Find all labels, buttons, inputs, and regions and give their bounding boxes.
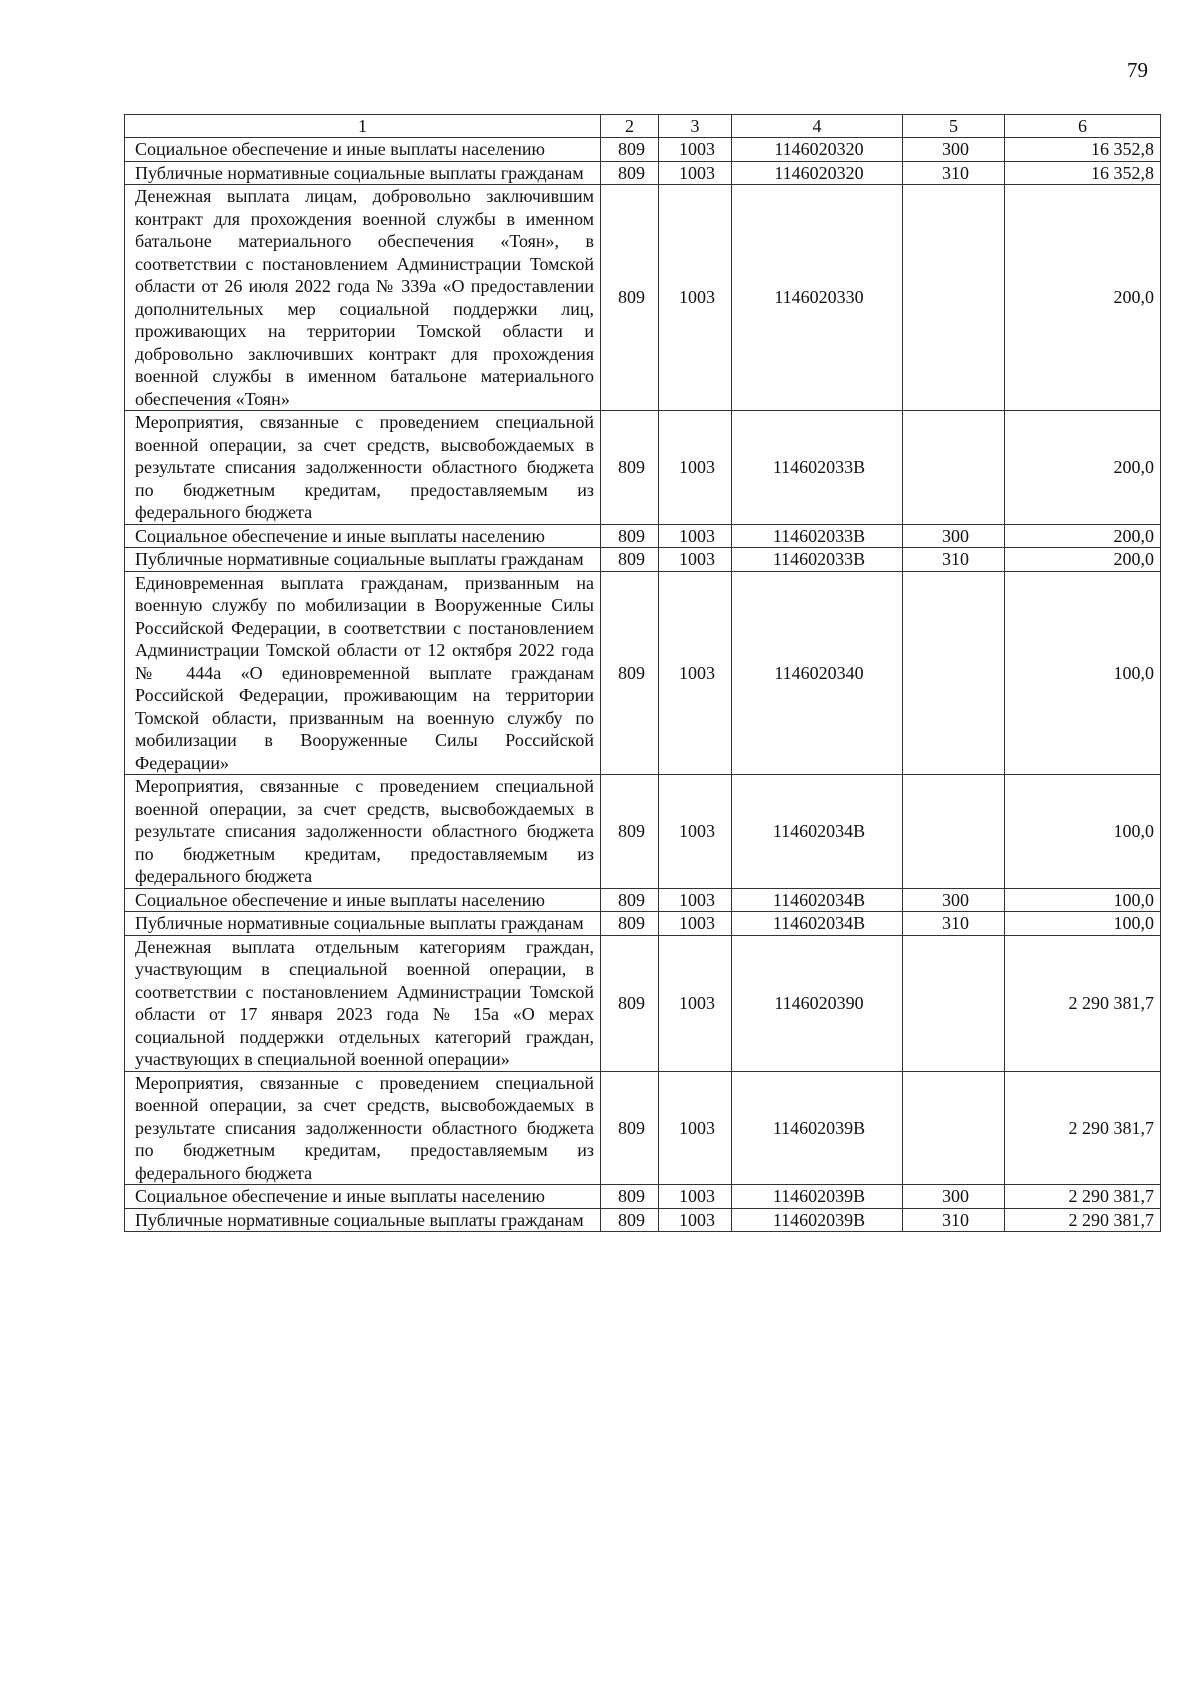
row-vr [903,185,1005,411]
table-header [125,115,1161,138]
row-vr [903,1071,1005,1185]
row-razdel: 1003 [659,185,732,411]
row-ved: 809 [601,411,659,525]
row-ved: 809 [601,524,659,548]
row-vr [903,775,1005,889]
row-vr: 310 [903,912,1005,936]
row-sum: 200,0 [1005,548,1161,572]
row-sum: 2 290 381,7 [1005,1208,1161,1232]
row-ved: 809 [601,912,659,936]
table-row [125,548,1161,572]
row-sum: 200,0 [1005,524,1161,548]
row-name: Мероприятия, связанные с проведением специальной военной операции, за счет средств, высвобождаемых в результате списания задолженности областного бюджета по бюджетным кредитам, предоставляемым из федерального бюджета [125,1071,601,1185]
row-vr: 300 [903,138,1005,162]
table-row [125,524,1161,548]
row-sum: 2 290 381,7 [1005,1071,1161,1185]
row-vr: 300 [903,888,1005,912]
row-csr: 114602039В [732,1185,903,1209]
table-row [125,1185,1161,1209]
row-razdel: 1003 [659,571,732,775]
row-razdel: 1003 [659,1208,732,1232]
row-ved: 809 [601,571,659,775]
row-csr: 1146020320 [732,161,903,185]
row-csr: 114602033В [732,411,903,525]
row-ved: 809 [601,1071,659,1185]
row-ved: 809 [601,185,659,411]
row-name: Публичные нормативные социальные выплаты гражданам [125,548,601,572]
row-sum: 100,0 [1005,912,1161,936]
row-sum: 200,0 [1005,411,1161,525]
row-csr: 1146020330 [732,185,903,411]
row-name: Денежная выплата отдельным категориям граждан, участвующим в специальной военной операции, в соответствии с постановлением Администрации Томской области от 17 января 2023 года № 15а «О мерах социальной поддержки отдельных категорий граждан, участвующих в специальной военной операции» [125,935,601,1071]
row-ved: 809 [601,1185,659,1209]
row-razdel: 1003 [659,138,732,162]
row-name: Социальное обеспечение и иные выплаты населению [125,138,601,162]
row-ved: 809 [601,1208,659,1232]
row-razdel: 1003 [659,912,732,936]
row-razdel: 1003 [659,161,732,185]
table-row [125,888,1161,912]
row-name: Социальное обеспечение и иные выплаты населению [125,1185,601,1209]
row-csr: 114602039В [732,1071,903,1185]
row-razdel: 1003 [659,1185,732,1209]
table-row [125,571,1161,775]
table-row [125,185,1161,411]
row-csr: 114602033В [732,548,903,572]
table-row [125,935,1161,1071]
row-name: Мероприятия, связанные с проведением специальной военной операции, за счет средств, высвобождаемых в результате списания задолженности областного бюджета по бюджетным кредитам, предоставляемым из федерального бюджета [125,411,601,525]
row-razdel: 1003 [659,935,732,1071]
row-sum: 100,0 [1005,571,1161,775]
header-row [125,115,1161,138]
budget-table [124,114,1161,1232]
page-number: 79 [1127,58,1148,82]
row-csr: 114602033В [732,524,903,548]
row-csr: 114602039В [732,1208,903,1232]
table-row [125,411,1161,525]
row-vr [903,411,1005,525]
row-csr: 1146020320 [732,138,903,162]
row-ved: 809 [601,888,659,912]
row-vr: 310 [903,161,1005,185]
header-col-5: 5 [903,115,1005,138]
row-name: Социальное обеспечение и иные выплаты населению [125,524,601,548]
table-row [125,775,1161,889]
row-sum: 16 352,8 [1005,161,1161,185]
table-row [125,161,1161,185]
row-sum: 2 290 381,7 [1005,935,1161,1071]
row-sum: 100,0 [1005,775,1161,889]
row-name: Социальное обеспечение и иные выплаты населению [125,888,601,912]
row-name: Денежная выплата лицам, добровольно заключившим контракт для прохождения военной службы в именном батальоне материального обеспечения «Тоян», в соответствии с постановлением Администрации Томской области от 26 июля 2022 года № 339а «О предоставлении дополнительных мер социальной поддержки лиц, проживающих на территории Томской области и добровольно заключивших контракт для прохождения военной службы в именном батальоне материального обеспечения «Тоян» [125,185,601,411]
row-vr [903,571,1005,775]
header-col-3: 3 [659,115,732,138]
table-body [125,138,1161,1232]
row-vr: 310 [903,548,1005,572]
row-ved: 809 [601,935,659,1071]
table-row [125,1071,1161,1185]
header-col-1: 1 [125,115,601,138]
row-csr: 1146020390 [732,935,903,1071]
row-vr [903,935,1005,1071]
row-vr: 300 [903,1185,1005,1209]
table-row [125,138,1161,162]
row-name: Публичные нормативные социальные выплаты гражданам [125,1208,601,1232]
row-razdel: 1003 [659,1071,732,1185]
row-sum: 16 352,8 [1005,138,1161,162]
row-csr: 1146020340 [732,571,903,775]
row-csr: 114602034В [732,775,903,889]
table-row [125,912,1161,936]
header-col-6: 6 [1005,115,1161,138]
row-razdel: 1003 [659,411,732,525]
row-sum: 100,0 [1005,888,1161,912]
row-ved: 809 [601,775,659,889]
row-name: Единовременная выплата гражданам, призванным на военную службу по мобилизации в Вооруженные Силы Российской Федерации, в соответствии с постановлением Администрации Томской области от 12 октября 2022 года № 444а «О единовременной выплате гражданам Российской Федерации, проживающим на территории Томской области, призванным на военную службу по мобилизации в Вооруженные Силы Российской Федерации» [125,571,601,775]
header-col-2: 2 [601,115,659,138]
row-csr: 114602034В [732,888,903,912]
row-razdel: 1003 [659,775,732,889]
row-ved: 809 [601,138,659,162]
row-name: Публичные нормативные социальные выплаты гражданам [125,161,601,185]
row-razdel: 1003 [659,524,732,548]
row-name: Мероприятия, связанные с проведением специальной военной операции, за счет средств, высвобождаемых в результате списания задолженности областного бюджета по бюджетным кредитам, предоставляемым из федерального бюджета [125,775,601,889]
row-razdel: 1003 [659,888,732,912]
row-csr: 114602034В [732,912,903,936]
row-vr: 300 [903,524,1005,548]
header-col-4: 4 [732,115,903,138]
row-razdel: 1003 [659,548,732,572]
row-sum: 2 290 381,7 [1005,1185,1161,1209]
row-sum: 200,0 [1005,185,1161,411]
table-row [125,1208,1161,1232]
row-ved: 809 [601,161,659,185]
row-vr: 310 [903,1208,1005,1232]
row-name: Публичные нормативные социальные выплаты гражданам [125,912,601,936]
row-ved: 809 [601,548,659,572]
